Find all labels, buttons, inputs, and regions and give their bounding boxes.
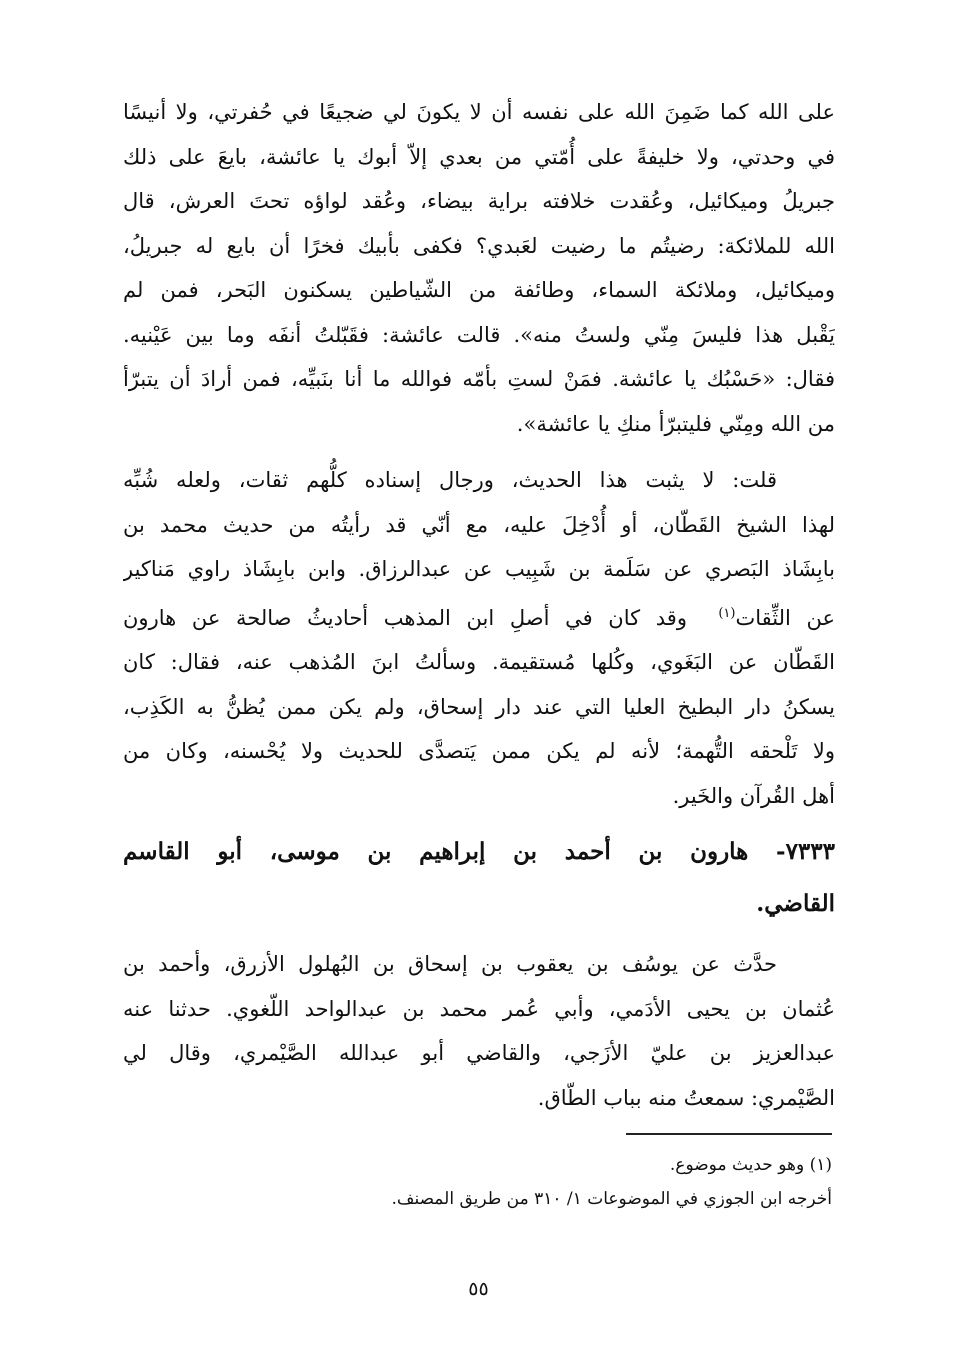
text-line: من الله ومِنّي فليتبرّأ منكِ يا عائشة». bbox=[516, 411, 835, 436]
text-line: جبريلُ وميكائيل، وعُقدت خلافته براية بيضاء، وعُقد لواؤه تحتَ العرش، قال bbox=[123, 189, 835, 213]
text-line: القَطّان عن البَغَوي، وكُلها مُستقيمة. وسألتُ ابنَ المُذهب عنه، فقال: كان bbox=[123, 650, 835, 674]
text-line-with-footnote bbox=[123, 592, 835, 641]
text-line: بابِشَاذ البَصري عن سَلَمة بن شَبِيب عن عبدالرزاق. وابن بابِشَاذ راوي مَناكير bbox=[123, 557, 835, 581]
footnote-line: (١) وهو حديث موضوع. bbox=[669, 1155, 832, 1175]
paragraph-author-comment bbox=[123, 458, 835, 818]
footnote-line: أخرجه ابن الجوزي في الموضوعات ١/ ٣١٠ من طريق المصنف. bbox=[391, 1189, 832, 1209]
page-body bbox=[123, 90, 835, 1120]
text-line: عبدالعزيز بن عليّ الأزَجي، والقاضي أبو عبدالله الصَّيْمري، وقال لي bbox=[123, 1041, 835, 1065]
heading-line: القاضي. bbox=[756, 890, 835, 917]
footnote-separator bbox=[626, 1133, 832, 1135]
text-line: الله للملائكة: رضيتُم ما رضيت لعَبدي؟ فكفى بأبيك فخرًا أن بايع له جبريلُ، bbox=[123, 233, 835, 258]
paragraph-hadith-text bbox=[123, 90, 835, 446]
text-line: لهذا الشيخ القَطّان، أو أُدْخِلَ عليه، مع أنّي قد رأيتُه من حديث محمد بن bbox=[123, 512, 835, 537]
heading-line: ٧٣٣٣- هارون بن أحمد بن إبراهيم بن موسى، أبو القاسم bbox=[123, 838, 835, 865]
text-line: عُثمان بن يحيى الأدَمي، وأبي عُمر محمد بن عبدالواحد اللّغوي. حدثنا عنه bbox=[123, 996, 835, 1021]
paragraph-entry-body bbox=[123, 942, 835, 1120]
text-line: حدَّث عن يوسُف بن يعقوب بن إسحاق بن البُهلول الأزرق، وأحمد بن bbox=[123, 952, 777, 976]
text-line: يسكنُ دار البطيخ العليا التي عند دار إسحاق، ولم يكن ممن يُظنُّ به الكَذِب، bbox=[123, 694, 835, 719]
text-line: فقال: «حَسْبُك يا عائشة. فمَنْ لستِ بأمّه فوالله ما أنا بنَبيِّه، فمن أرادَ أن يتبرّأ bbox=[123, 367, 835, 391]
text-segment: وقد كان في أصلِ ابن المذهب أحاديثُ صالحة عن هارون bbox=[123, 605, 687, 630]
text-line: قلت: لا يثبت هذا الحديث، ورجال إسناده كلُّهم ثقات، ولعله شُبِّه bbox=[123, 468, 777, 492]
text-line: في وحدتي، ولا خليفةً على أُمّتي من بعدي إلاّ أبوك يا عائشة، بايعَ على ذلك bbox=[123, 144, 835, 169]
text-line: يَقْبل هذا فليسَ مِنّي ولستُ منه». قالت عائشة: فقَبّلتُ أنفَه وما بين عَيْنيه. bbox=[123, 322, 835, 347]
text-line: على الله كما ضَمِنَ الله على نفسه أن لا يكونَ لي ضجيعًا في حُفرتي، ولا أنيسًا bbox=[123, 100, 835, 124]
footnotes bbox=[212, 1148, 832, 1216]
entry-heading bbox=[123, 826, 835, 930]
text-line: ولا تَلْحقه التُّهمة؛ لأنه لم يكن ممن يَتصدَّى للحديث ولا يُحْسنه، وكان من bbox=[123, 739, 835, 763]
text-line: الصَّيْمري: سمعتُ منه بباب الطّاق. bbox=[537, 1085, 835, 1110]
text-line: وميكائيل، وملائكة السماء، وطائفة من الشّياطين يسكنون البَحر، فمن لم bbox=[123, 278, 835, 302]
page-number: ٥٥ bbox=[468, 1278, 489, 1300]
text-segment: عن الثِّقات bbox=[735, 605, 835, 630]
text-line: أهل القُرآن والخَير. bbox=[672, 783, 835, 808]
footnote-reference: (١) bbox=[718, 605, 736, 621]
